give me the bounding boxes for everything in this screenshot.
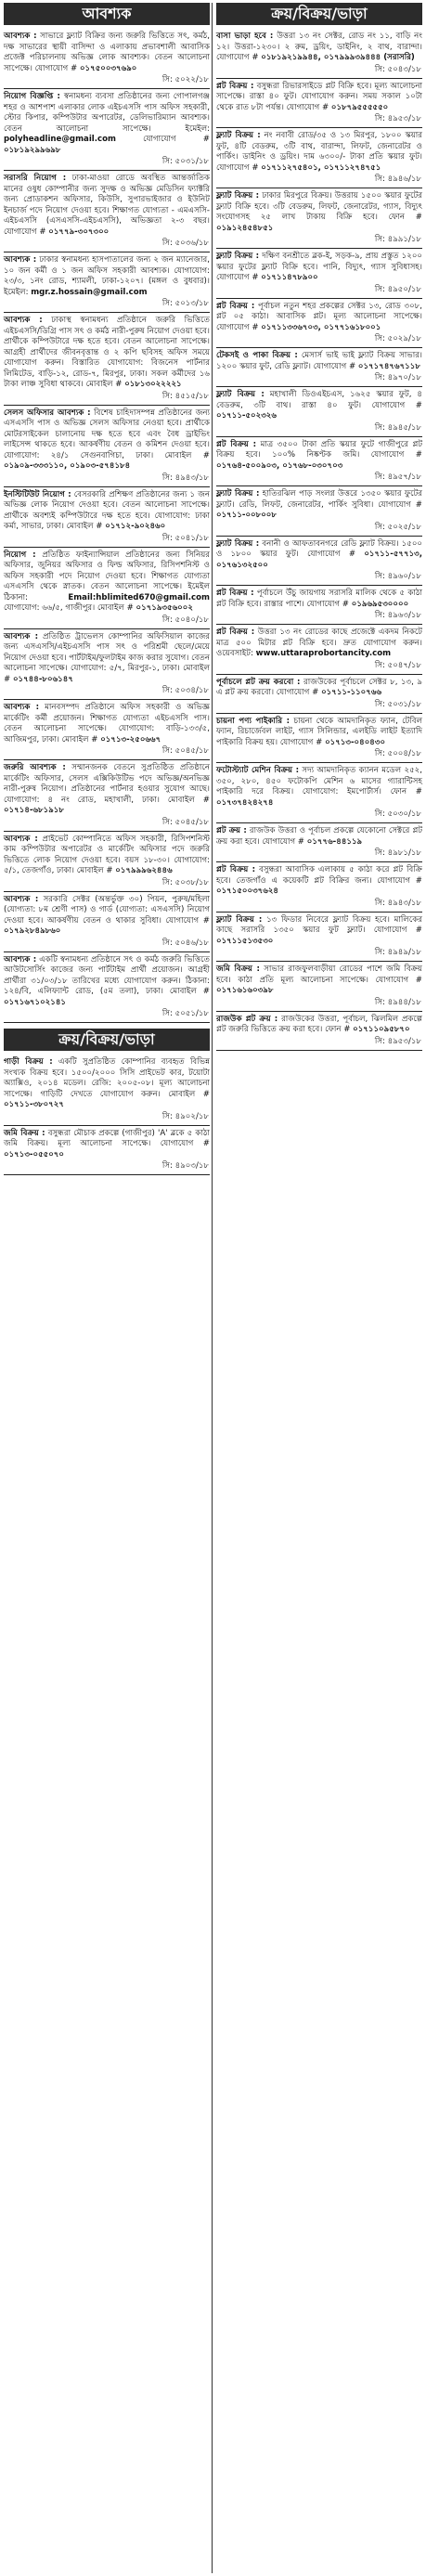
ad-reference-code: সি: ৪৯৪৯/১৮	[216, 947, 422, 962]
ad-phone[interactable]: ০১৭১১৪৭৮৯০০	[261, 273, 318, 282]
ad-keyword: নিয়োগ :	[4, 550, 36, 560]
ad-phone[interactable]: ০১৭১১-১১০৭৬৬	[321, 688, 382, 697]
section-header-buy-sell-rent-left: ক্রয়/বিক্রয়/ভাড়া	[4, 1029, 210, 1051]
ad-reference-code: সি: ৪৯৪৩/১৮	[216, 898, 422, 913]
ad-text: ঢাকার মিরপুরে বিক্রয়। উত্তরায় ১৫০০ স্কয়ার ফুটের ফ্ল্যাট বিক্রি হবে। ৩টি বেডরুম, লিফট, জেনারেটর, গ্যাস, বিদ্যুৎ সংযোগসহ ২৫ লাখ টাকায় বিক্রি হবে। ফোন #	[216, 191, 423, 222]
ad-text: রাজউকের পূর্বাচলে সেক্টর ৮, ১৩, ৯ এ প্লট ক্রয় করবো। যোগাযোগ #	[216, 677, 422, 697]
ad-phone[interactable]: ০১৭১৩-০৪০৪৩০	[325, 737, 386, 747]
ad-reference-code: সি: ৪৯৪৩/১৮	[4, 472, 210, 487]
classified-ad	[4, 892, 210, 938]
right-column	[216, 3, 422, 1051]
ad-phone[interactable]: ০১৯০৯-৩৩৩১১০, ০১৯০৩-৫৭৪১৮৪	[4, 461, 131, 471]
ad-reference-code: সি: ৪৯৮১/১৮	[216, 848, 422, 862]
ad-keyword: টেকসই ও পাকা বিক্রয় :	[216, 351, 298, 360]
ad-reference-code: সি: ৪৯৪৬/১৮	[216, 174, 422, 188]
ad-reference-code: সি: ৫০৩১/১৮	[216, 699, 422, 714]
ad-keyword: প্লট বিক্রয় :	[216, 439, 257, 449]
ad-reference-code: সি: ৫০৪৫/১৮	[4, 745, 210, 760]
classified-ad	[216, 29, 422, 64]
ad-reference-code: সি: ৫০৫১/১৮	[4, 1008, 210, 1023]
classified-ad	[4, 548, 210, 615]
ad-text: উত্তরা ১৩ নং রোডের কাছে প্রজেক্টে একদম নিকটে মাত্র ৫০০ মিটার প্লট বিক্রি হবে। দ্রুত যোগাযোগ করুন। ওয়েবসাইট:	[216, 628, 422, 658]
ad-phone[interactable]: ০১৭১৬৭১০২১৪১	[4, 997, 66, 1007]
ad-phone[interactable]: ০১৭৪৪-৮০৬১৪৭	[12, 674, 73, 684]
classified-ad	[216, 913, 422, 948]
ad-phone[interactable]: ০১৭৯৯৯৬২৪৪৬	[115, 866, 173, 875]
ad-keyword: ফটোস্ট্যাট মেশিন বিক্রয় :	[216, 766, 300, 775]
ad-text: হাতিরঝিল পাড় সংলগ্ন উত্তরে ১৩৫০ স্কয়ার ফুটের ফ্ল্যাট। রেডি, লিফট, জেনারেটর, পার্কিং সুবিধা। যোগাযোগ #	[216, 489, 422, 510]
ad-reference-code: সি: ৪৯৬০/১৮	[216, 571, 422, 586]
ad-text: সদ্য আমদানিকৃত ক্যানন মডেল ২৫২, ৩৫০, ২৮০, ৪৫০ ফটোকপি মেশিন ৬ মাসের গ্যারান্টিসহ পাইকারি দরে বিক্রয়। যোগাযোগ: ইমপোর্টার্স। ফোন #	[216, 766, 422, 796]
ad-text: ঢাকাস্থ স্বনামধন্য প্রতিষ্ঠানে জরুরি ভিত্তিতে এইচএসসি/ডিগ্রি পাস সৎ ও কর্মঠ নারী-পুরুষ নিয়োগ দেওয়া হবে। প্রার্থীকে কম্পিউটারে দক্ষ হতে হবে। বেতন আলোচনা সাপেক্ষে। আগ্রহী প্রার্থীদের জীবনবৃত্তান্ত ও ২ কপি ছবিসহ অফিস সময়ে যোগাযোগ করুন। বিস্তারিত যোগাযোগ: বিজনেস পার্টনার লিমিটেড, বাড়ি-১২, রোড-৭, মিরপুর, ঢাকা। সকল কর্মীদের ১৬ টাকা লাঞ্চ সুবিধা থাকবে। মোবাইল #	[4, 316, 210, 389]
ad-email[interactable]: Email:hblimited670@gmail.com	[68, 592, 210, 602]
ad-keyword: ইনস্টিটিউট নিয়োগ :	[4, 489, 71, 499]
ad-keyword: ফ্ল্যাট বিক্রয় :	[216, 131, 261, 140]
classified-ad	[216, 79, 422, 114]
ad-keyword: প্লট বিক্রয় :	[216, 589, 254, 598]
ad-keyword: প্লট বিক্রয় :	[216, 865, 256, 874]
ad-reference-code: সি: ৪৯৪৪/১৮	[216, 997, 422, 1012]
classified-ad	[4, 89, 210, 156]
ad-extra: যোগাযোগ #	[143, 135, 211, 144]
wanted-ads-list	[4, 29, 210, 1023]
ad-email[interactable]: mgr.z.hossain@gmail.com	[31, 287, 148, 297]
ad-phone[interactable]: ০১৯১২৪৫৪৮৫১	[216, 223, 274, 233]
ad-reference-code: সি: ৪৯৪৫/১৮	[216, 422, 422, 437]
ad-reference-code: সি: ৫০৩৮/১৮	[4, 877, 210, 892]
classified-ad	[216, 823, 422, 848]
ad-phone[interactable]: ০১৭১৪-৬৮১৯১৮	[4, 806, 64, 815]
ad-keyword: চায়না পণ্য পাইকারি :	[216, 716, 290, 726]
ad-keyword: নিয়োগ বিজ্ঞপ্তি :	[4, 92, 60, 101]
ad-phone[interactable]: ০১৭১১২৭৫৪০১, ০১৭১১২৭৪৭৫১	[261, 162, 381, 173]
ad-keyword: জরুরি আবশ্যক :	[4, 763, 66, 772]
ad-phone[interactable]: ০১৭১১০৯৫৮৭০	[353, 1025, 410, 1034]
ad-extra: যোগাযোগ: ৬৬/৫, গাজীপুর। মোবাইল #	[4, 603, 134, 613]
ad-text: বসুন্ধরা রিভারসাইডে প্লট বিক্রি হবে। মূল্য আলোচনা সাপেক্ষে। রাস্তা ৪০ ফুট। যোগাযোগ করুন। সময় সকাল ১০টা থেকে রাত ৮টা পর্যন্ত। যোগাযোগ #	[216, 81, 423, 112]
ad-text: বেসরকারি প্রশিক্ষণ প্রতিষ্ঠানের জন্য ১ জন অভিজ্ঞ লোক নিয়োগ দেওয়া হবে। বেতন আলোচনা সাপেক্ষে। প্রার্থীকে অবশ্যই কম্পিউটারে দক্ষ হতে হবে। যোগাযোগ: ঢাকা কর্মা, সাভার, ঢাকা। মোবাইল #	[4, 489, 211, 531]
ad-phone[interactable]: ০১৭১৩-০৫৫০৭০	[4, 1149, 64, 1159]
ad-reference-code: সি: ৪৯৬৩/১৮	[216, 610, 422, 625]
ad-reference-code: সি: ৪৯৫৩/১৮	[216, 113, 422, 128]
classified-ad	[216, 486, 422, 522]
classified-ad	[4, 700, 210, 745]
ad-phone[interactable]: ০১৯৬৯৫৩০০০০	[351, 599, 409, 609]
classified-ad	[4, 313, 210, 391]
ad-text: পূর্বাচলে উঁচু জায়গায় সরাসরি মালিক থেকে ৫ কাঠা প্লট বিক্রি হবে। রাস্তার পাশে। যোগাযোগ #	[216, 589, 422, 609]
ad-text: সম্মানজনক বেতনে সুপ্রতিষ্ঠিত প্রতিষ্ঠানে মার্কেটিং অফিসার, সেলস এক্সিকিউটিভ পদে অভিজ্ঞ/অনভিজ্ঞ নারী-পুরুষ নিয়োগ। প্রতিষ্ঠানের পার্টনার হওয়ার সুযোগ আছে। যোগাযোগ: ৪ নং রোড, মহাখালী, ঢাকা। মোবাইল #	[4, 763, 210, 805]
ad-phone[interactable]: ০১৭১১-০০৮০০৮	[216, 511, 277, 520]
classified-ad	[216, 1012, 422, 1036]
ad-reference-code: সি: ৫০২২/১৮	[4, 74, 210, 89]
ad-keyword: ফ্ল্যাট বিক্রয় :	[216, 390, 265, 399]
ad-reference-code: সি: ৫০৩১/১৮	[4, 156, 210, 171]
ad-phone[interactable]: ০১৭১২-৯০২৪৬০	[105, 522, 166, 531]
ad-reference-code: সি: ৪৯৫৭/১৮	[216, 472, 422, 486]
ad-phone[interactable]: ০১৭১৯৩৫৬০০২	[136, 603, 193, 613]
classified-ad	[4, 29, 210, 74]
classified-ad	[216, 128, 422, 174]
classified-ad	[216, 763, 422, 809]
ad-reference-code: সি: ৫০১৩/১৮	[4, 298, 210, 313]
ad-keyword: প্লট বিক্রয় :	[216, 81, 254, 91]
classified-ad	[4, 760, 210, 817]
classified-ad	[4, 629, 210, 686]
ad-keyword: গাড়ী বিক্রয় :	[4, 1057, 53, 1067]
ad-email[interactable]: www.uttaraprobortancity.com	[255, 649, 392, 658]
ad-keyword: আবশ্যক :	[4, 32, 37, 41]
ad-keyword: রাজউক প্লট ক্রয় :	[216, 1014, 278, 1024]
ad-reference-code: সি: ৫০৩০/১৮	[216, 809, 422, 823]
ad-keyword: ফ্ল্যাট বিক্রয় :	[216, 538, 260, 549]
ad-reference-code: সি: ৫০৪১/১৮	[4, 533, 210, 548]
ad-keyword: জমি বিক্রয় :	[216, 964, 260, 974]
ad-text: নং নবাবী রোড/৩৫ ও ১৩ মিরপুর, ১৮০০ স্কয়ার ফুট, ৪টি বেডরুম, ৩টি বাথ, বারান্দা, লিফট, জেনারেটর ও পার্কিং। ডাইনিং ও ড্রয়িং। দাম ৬৩০০/- টাকা প্রতি স্কয়ার ফুট। যোগাযোগ #	[216, 131, 423, 173]
ad-text: মানবসম্পদ প্রতিষ্ঠানে অফিস সহকারী ও অভিজ্ঞ মার্কেটিং কর্মী প্রয়োজন। শিক্ষাগত যোগ্যতা এইচএসসি পাস। বেতন আলোচনা সাপেক্ষে। যোগাযোগ: বাড়ি-১৩৩/৫, আজিমপুর, ঢাকা। মোবাইল #	[4, 703, 210, 744]
classified-ad	[4, 832, 210, 877]
classified-ad	[4, 406, 210, 472]
ad-reference-code: সি: ৫০৩৪/১৮	[4, 685, 210, 700]
ad-phone[interactable]: ০১৮৭৯৫৫৫৫৫০	[330, 102, 389, 112]
ad-keyword: সরাসরি নিয়োগ :	[4, 174, 67, 183]
ad-reference-code: সি: ৫০৪০/১৮	[4, 615, 210, 629]
classified-ad	[4, 487, 210, 533]
ad-phone[interactable]: ০১৭১৭৪৭৬৭১১৮	[357, 361, 420, 371]
ad-text: ১৩ ফিডার নিবেরে ফ্ল্যাট বিক্রয় হবে। মালিকের কাছে সরাসরি ১৩৫০ স্কয়ার ফুট ফ্ল্যাট। যোগাযোগ #	[216, 914, 422, 935]
ad-text: বসুন্ধরা আবাসিক এলাকায় ৫ কাঠা করে প্লট বিক্রি হবে। তেজগাঁও এ কয়েকটি প্লট বিক্রির জন্য। যোগাযোগ #	[216, 865, 422, 886]
ad-keyword: বাসা ভাড়া হবে :	[216, 32, 274, 41]
ad-keyword: প্লট বিক্রয় :	[216, 628, 255, 637]
ad-keyword: প্লট ক্রয় :	[216, 826, 247, 835]
classified-ad	[216, 962, 422, 997]
ad-phone[interactable]: ০১৭১১৩৩৬৭০৩, ০১৭৭১৬১৮০০১	[261, 322, 381, 332]
ad-reference-code: সি: ৪৯৫৩/১৮	[216, 1036, 422, 1051]
ad-phone[interactable]: ০১৭১৩-২৫০৬৬৭	[100, 734, 161, 744]
ad-text: বনানী ও আফতাবনগরে রেডি ফ্ল্যাট বিক্রয়। ১৫০০ ও ১৮০০ স্কয়ার ফুট। যোগাযোগ #	[216, 538, 422, 559]
ad-reference-code: সি: ৫০২৫/১৮	[216, 522, 422, 537]
ad-text: রাজউক উত্তরা ও পূর্বাচল প্রকল্পে যেকোনো সেক্টরে প্লট ক্রয় করা হবে। যোগাযোগ #	[216, 826, 422, 847]
ad-phone[interactable]: ০১৭৭৯-৩০৭৩০০	[48, 227, 110, 237]
ad-phone[interactable]: ০১৭৭৬-৪৪১১৯	[306, 836, 363, 847]
ad-keyword: আবশ্যক :	[4, 954, 37, 964]
ad-reference-code: সি: ৫০৪৬/১৮	[4, 938, 210, 952]
ad-text: বসুন্ধরা মৌচাক প্রকল্পে (গাজীপুর) 'A' ব্লকে ৫ কাঠা জমি বিক্রয়। মূল্য আলোচনা সাপেক্ষে। যোগাযোগ #	[4, 1128, 210, 1148]
ad-keyword: ফ্ল্যাট বিক্রয় :	[216, 191, 260, 201]
ad-phone[interactable]: ০১৭৯২৮৪৯৮৬০	[4, 926, 61, 936]
classified-ad	[216, 387, 422, 422]
classified-ad	[216, 675, 422, 699]
ad-keyword: আবশ্যক :	[4, 894, 39, 904]
ad-text: সাভারে ফ্ল্যাট বিক্রির জন্য জরুরি ভিত্তিতে সৎ, কর্মঠ, দক্ষ সাভারের স্থায়ী বাসিন্দা ও এলাকায় প্রভাবশালী আবাসিক প্রজেক্ট পরিচালনায় অভিজ্ঞ লোক আবশ্যক। বেতন আলোচনা সাপেক্ষে। যোগাযোগ #	[4, 32, 210, 73]
ad-text: প্রতিষ্ঠিত ট্রাভেলস কোম্পানির অফিসিয়াল কাজের জন্য এসএসসি/এইচএসসি পাস সৎ ও পরিশ্রমী ছেলে/মেয়ে নিয়োগ দেওয়া হবে। পার্টটাইম/ফুলটাইম কাজ করার সুযোগ। বেতন আলোচনা সাপেক্ষে। যোগাযোগ: ৫/৭, মিরপুর-১, ঢাকা। মোবাইল #	[4, 631, 211, 684]
ad-text: প্রতিষ্ঠিত ফাইন্যান্সিয়াল প্রতিষ্ঠানের জন্য সিনিয়র অফিসার, জুনিয়র অফিসার ও ফিল্ড অফিসার, রিসিপশনিস্ট ও অফিস সহকারী পদে নিয়োগ দেওয়া হবে। শিক্ষাগত যোগ্যতা এসএসসি থেকে স্নাতক। বেতন আলোচনা সাপেক্ষে। ইমেইল ঠিকানা:	[4, 550, 210, 602]
ad-keyword: আবশ্যক :	[4, 631, 39, 641]
ad-reference-code: সি: ৪৯০২/১৮	[4, 1111, 210, 1126]
classified-ad	[216, 249, 422, 284]
ad-reference-code: সি: ৫০৪৩/১৮	[216, 64, 422, 79]
ad-text: মহাখালী ডিওএইচএস, ১৬২৫ স্কয়ার ফুট, ৪ বেডরুম, ৩টি বাথ। রাস্তা ৪০ ফুট। যোগাযোগ #	[216, 390, 422, 410]
ad-reference-code: সি: ৪৯৭০/১৮	[216, 372, 422, 387]
ad-text: একটি সুপ্রতিষ্ঠিত কোম্পানির ব্যবহৃত বিভিন্ন সংখ্যক বিক্রয় হবে। ১৫০০/২০০০ সিসি প্রাইভেট কার, টয়োটা অ্যাক্সিও, ২০১৪ মডেল। রেজি: ২০০৫-০৮। মূল্য আলোচনা সাপেক্ষে। গাড়িটি দেখতে যোগাযোগ করুন। মোবাইল #	[4, 1057, 210, 1099]
classified-ad	[216, 586, 422, 610]
ad-phone[interactable]: ০১৮১৯২১৯৯৪৪, ০১৭৯৯৯৩৯৪৪৪ (সরাসরি)	[261, 53, 415, 62]
ad-phone[interactable]: ০১৭১৬১৬০৩৯৮	[216, 986, 274, 995]
ad-reference-code: সি: ৪৯০৩/১৮	[4, 1160, 210, 1175]
ad-text: দক্ষিণ বনশ্রীতে ব্লক-ই, সড়ক-৯, প্রায় প্রস্তুত ১২০০ স্কয়ার ফুটের ফ্ল্যাট বিক্রি হবে। পানি, বিদ্যুৎ, গ্যাস সুবিধাসহ। যোগাযোগ #	[216, 252, 423, 282]
section-header-buy-sell-rent: ক্রয়/বিক্রয়/ভাড়া	[216, 3, 422, 25]
ad-phone[interactable]: ০১৭১১-৫৭৭১৩, ০১৭৬১৩২৫০০	[216, 550, 422, 570]
classified-ad	[216, 537, 422, 572]
classified-ad	[216, 437, 422, 472]
ad-text: স্বনামধন্য ব্যবসা প্রতিষ্ঠানের জন্য গোপালগঞ্জ শহর ও আশপাশ এলাকার লোক এইচএসসি পাস অফিস সহকারী, স্টোর কিপার, কম্পিউটার অপারেটর, ডেলিভারিম্যান আবশ্যক। বেতন আলোচনা সাপেক্ষে। ইমেইল:	[4, 92, 211, 134]
ad-text: সরকারি সেক্টর (অন্তর্ভুক্ত ৩০) পিয়ন, পুরুষ/মহিলা (যোগ্যতা: ৮ম শ্রেণী পাস) ও গার্ড (যোগ্যতা: এসএসসি) নিয়োগ দেওয়া হবে। আকর্ষণীয় বেতন ও থাকার সুবিধা। যোগাযোগ #	[4, 894, 211, 926]
section-header-wanted: আবশ্যক	[4, 3, 210, 25]
ad-keyword: ফ্ল্যাট বিক্রয় :	[216, 489, 260, 498]
ad-reference-code: সি: ৫০২৯/১৮	[216, 333, 422, 348]
ad-text: পূর্বাচল নতুন শহর প্রকল্পের সেক্টর ১৩, রোড ৩০৮, প্লট ০৫ কাঠা। আবাসিক প্লট। মূল্য আলোচনা সাপেক্ষে। যোগাযোগ #	[216, 301, 422, 332]
classified-ad	[216, 299, 422, 334]
ad-text: একটি স্বনামধন্য প্রতিষ্ঠানে সৎ ও কর্মঠ জরুরি ভিত্তিতে আউটসোর্সিং কাজের জন্য পার্টটাইম প্রার্থী প্রয়োজন। আগ্রহী প্রার্থীরা ৩১/০৩/১৮ তারিখের মধ্যে যোগাযোগ করুন। ঠিকানা: ১২৪/বি, এলিফ্যান্ট রোড, (৫ম তলা), ঢাকা। মোবাইল #	[4, 954, 211, 996]
ad-keyword: আবশ্যক :	[4, 316, 43, 325]
ad-email[interactable]: polyheadline@gmail.com	[4, 135, 116, 144]
ad-phone[interactable]: ০১৭১৫০০৩৭৬২৪	[216, 887, 279, 896]
left-column	[4, 3, 210, 1175]
ad-keyword: প্লট বিক্রয় :	[216, 301, 255, 311]
ad-text: উত্তরা ১৩ নং সেক্টর, রোড নং ১১, বাড়ি নং ১২। উত্তরা-১২৩০। ২ রুম, ড্রয়িং, ডাইনিং, ২ বাথ, বারান্দা। যোগাযোগ #	[216, 32, 422, 62]
ad-phone[interactable]: ০১৭৩৭৪২৪২৭৪	[216, 797, 274, 808]
ad-keyword: পূর্বাচলে প্লট ক্রয় করবো :	[216, 677, 301, 687]
ad-reference-code: সি: ৫০৩৬/১৮	[4, 238, 210, 252]
ad-text: মাত্র ৩৫০০ টাকা প্রতি স্কয়ার ফুটে গাজীপুরে প্লট বিক্রয় হবে। ১০০% নিষ্কণ্টক জমি। যোগাযোগ #	[216, 439, 423, 460]
ad-text: চায়না থেকে আমদানিকৃত ফ্যান, টেবিল ফ্যান, রিচার্জেবল লাইট, গ্যাস সিলিন্ডার, এলইডি লাইট ইত্যাদি পাইকারি বিক্রয় হয়। যোগাযোগ #	[216, 716, 423, 747]
ad-text: সাভার রাজফুলবাড়ীয়া রোডের পাশে জমি বিক্রয় হবে। কাঠা প্রতি মূল্য আলোচনা সাপেক্ষে। যোগাযোগ #	[216, 964, 422, 985]
buy-sell-ads-list-left	[4, 1055, 210, 1175]
classified-ad	[216, 714, 422, 749]
ad-keyword: আবশ্যক :	[4, 834, 38, 844]
ad-reference-code: সি: ৫০০৪/১৮	[216, 748, 422, 763]
classified-ad	[4, 171, 210, 238]
classified-ad	[216, 862, 422, 898]
buy-sell-ads-list	[216, 29, 422, 1051]
ad-text: মেসার্স ভাই ভাই ফ্ল্যাট বিক্রয় সাভার। ১২০০ স্কয়ার ফুট, রেডি ফ্ল্যাট। যোগাযোগ #	[216, 351, 422, 371]
ad-phone[interactable]: ০১৭১১৫১৩৫৩০	[216, 936, 274, 946]
ad-reference-code: সি: ৫০৪৭/১৮	[216, 660, 422, 675]
classified-ad	[4, 1055, 210, 1111]
ad-phone[interactable]: ০১৮১৩০২২২২১	[124, 380, 182, 389]
ad-keyword: আবশ্যক :	[4, 703, 40, 712]
classified-ad	[216, 348, 422, 372]
ad-phone[interactable]: ০১৮১৯২৯৯৬৯৮	[4, 145, 61, 155]
ad-text: ঢাকার স্বনামধন্য হাসপাতালের জন্য ২ জন ম্যানেজার, ১০ জন কর্মী ও ১ জন অফিস সহকারী আবশ্যক। যোগাযোগ: ২৩/৩, ১নং রোড, শ্যামলী, ঢাকা-১২০৭। (মঙ্গল ও বুধবার)। ইমেইল:	[4, 255, 211, 297]
ad-keyword: জমি বিক্রয় :	[4, 1128, 45, 1138]
ad-keyword: ফ্ল্যাট বিক্রয় :	[216, 914, 263, 925]
ad-keyword: সেলস অফিসার আবশ্যক :	[4, 408, 91, 418]
ad-reference-code: সি: ৫০৪৫/১৮	[4, 817, 210, 832]
ad-text: বিশেষ চাহিদাসম্পন্ন প্রতিষ্ঠানের জন্য এসএসসি পাস ও অভিজ্ঞ সেলস অফিসার নেওয়া হবে। প্রার্থীকে মোটরসাইকেল চালানোয় দক্ষ হতে হবে এবং বৈধ ড্রাইভিং লাইসেন্স থাকতে হবে। আকর্ষণীয় বেতন ও কমিশন দেওয়া হবে। যোগাযোগ: ২৪/১ সেগুনবাগিচা, ঢাকা। মোবাইল #	[4, 408, 211, 460]
ad-keyword: আবশ্যক :	[4, 255, 37, 265]
ad-phone[interactable]: ০১৭৫০০৩৭৬৯০	[79, 63, 137, 73]
classified-ad	[216, 625, 422, 660]
classified-ad	[4, 952, 210, 1009]
ad-phone[interactable]: ০১৭১১-৩৮০৭২৭	[4, 1100, 64, 1109]
ad-keyword: ফ্ল্যাট বিক্রয় :	[216, 252, 260, 261]
classified-ad	[4, 1126, 210, 1161]
ad-phone[interactable]: ০১৭৬৪-৫০০৯০৩, ০১৭৬৮-০৩০৭০৩	[216, 460, 343, 471]
ad-phone[interactable]: ০১৭১১-৫০২৩২৬	[216, 411, 277, 421]
ad-text: রাজউকের উত্তরা, পূর্বাচল, ঝিলমিল প্রকল্পে প্লট জরুরি ভিত্তিতে ক্রয় করা হবে। ফোন #	[216, 1014, 422, 1034]
ad-reference-code: সি: ৪৯৫০/১৮	[216, 284, 422, 299]
column-divider	[212, 3, 213, 2573]
classified-ad	[4, 252, 210, 298]
ad-text: প্রাইভেট কোম্পানিতে অফিস সহকারী, রিসিপশনিস্ট কাম কম্পিউটার অপারেটর ও মার্কেটিং অফিসার পদে জরুরি ভিত্তিতে লোক নিয়োগ দেওয়া হবে। বয়স ১৮-৩০। যোগাযোগ: ৫/১, তেজগাঁও, ঢাকা। মোবাইল #	[4, 834, 211, 875]
ad-reference-code: সি: ৪৫১৫/১৮	[4, 391, 210, 406]
ad-reference-code: সি: ৪৯৯১/১৮	[216, 234, 422, 249]
ad-text: ঢাকা-মাওয়া রোডে অবস্থিত আন্তর্জাতিক মানের ওষুধ কোম্পানীর জন্য সুদক্ষ ও অভিজ্ঞ মেডিসিন ফ্যাক্টরি জন্য প্রোডাকশন অফিসার, কিউসি, সুপারভাইজার ও ইউনিট ইনচার্জ পদে নিয়োগ দেওয়া হবে। শিক্ষাগত যোগ্যতা - এমএসসি-এইচএসসি (এসএসসি-এইচএসসি), অভিজ্ঞতা ২-৩ বছর। যোগাযোগ #	[4, 174, 210, 237]
classified-ad	[216, 188, 422, 234]
